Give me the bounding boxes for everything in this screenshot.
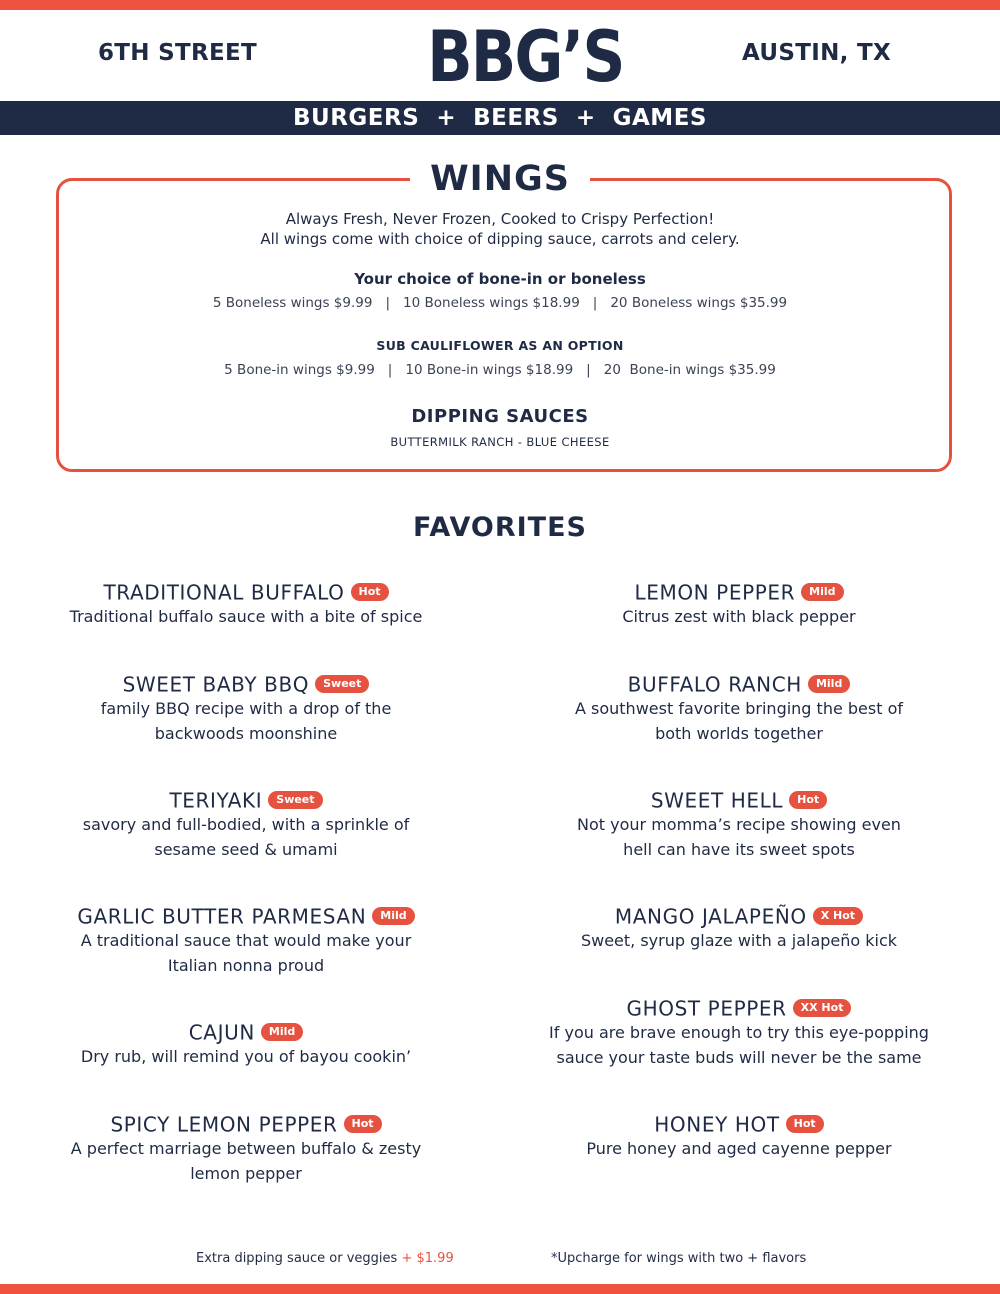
wings-title: WINGS — [430, 159, 570, 199]
bottom-accent-stripe — [0, 1284, 1000, 1294]
heat-badge: Sweet — [315, 675, 369, 693]
price-separator: | — [387, 362, 393, 378]
extra-sauce-price: + $1.99 — [401, 1251, 454, 1266]
flavor-name: TRADITIONAL BUFFALO — [103, 580, 345, 605]
heat-badge: Hot — [786, 1115, 824, 1133]
flavor-name: SPICY LEMON PEPPER — [110, 1112, 338, 1137]
heat-badge: Hot — [351, 583, 389, 601]
flavor-description: Dry rub, will remind you of bayou cookin’ — [80, 1047, 412, 1066]
flavor-description-cont: lemon pepper — [190, 1163, 302, 1183]
flavor-item — [16, 579, 476, 630]
flavor-name: BUFFALO RANCH — [627, 672, 802, 697]
heat-badge: Mild — [372, 907, 414, 925]
flavor-name: LEMON PEPPER — [634, 580, 796, 605]
bbgs-logo: BBG’S — [427, 16, 624, 98]
flavor-name: CAJUN — [188, 1020, 255, 1045]
flavor-item — [16, 671, 476, 746]
flavor-description: A traditional sauce that would make your — [80, 931, 412, 950]
tagline-band — [0, 101, 1000, 135]
flavor-item — [509, 1111, 969, 1162]
boneless-price-5: 5 Boneless wings $9.99 — [212, 295, 373, 311]
flavor-description: Citrus zest with black pepper — [622, 607, 856, 626]
extra-sauce-label: Extra dipping sauce or veggies — [196, 1251, 398, 1266]
heat-badge: XX Hot — [793, 999, 852, 1017]
heat-badge: Hot — [789, 791, 827, 809]
flavor-item — [509, 579, 969, 630]
boneless-price-20: 20 Boneless wings $35.99 — [610, 295, 788, 311]
flavor-name: SWEET HELL — [650, 788, 784, 813]
flavor-description: Pure honey and aged cayenne pepper — [586, 1139, 892, 1158]
price-separator: | — [586, 362, 591, 378]
flavor-description-cont: sesame seed & umami — [154, 839, 338, 859]
flavor-description: Traditional buffalo sauce with a bite of spice — [69, 607, 423, 626]
choice-heading: Your choice of bone-in or boneless — [354, 270, 646, 288]
flavor-description: Not your momma’s recipe showing even — [577, 815, 901, 834]
favorites-title: FAVORITES — [413, 512, 587, 543]
flavor-description: savory and full-bodied, with a sprinkle of — [82, 815, 410, 834]
wings-intro-line-2: All wings come with choice of dipping sauce, carrots and celery. — [260, 230, 740, 248]
flavor-item — [16, 1019, 476, 1070]
top-accent-stripe — [0, 0, 1000, 10]
flavor-description-cont: sauce your taste buds will never be the same — [556, 1047, 922, 1067]
flavor-name: MANGO JALAPEÑO — [614, 904, 807, 929]
flavor-item — [16, 787, 476, 862]
heat-badge: Sweet — [268, 791, 322, 809]
dipping-sauces-list: BUTTERMILK RANCH - BLUE CHEESE — [390, 435, 610, 449]
heat-badge: Mild — [801, 583, 843, 601]
heat-badge: Mild — [808, 675, 850, 693]
flavor-item — [16, 1111, 476, 1186]
flavor-description: Sweet, syrup glaze with a jalapeño kick — [580, 931, 898, 950]
flavor-name: HONEY HOT — [654, 1112, 780, 1137]
price-separator: | — [385, 295, 391, 311]
bone-in-price-20: 20 Bone-in wings $35.99 — [603, 362, 776, 378]
flavor-description: family BBQ recipe with a drop of the — [100, 699, 392, 718]
cauliflower-sub-heading: SUB CAULIFLOWER AS AN OPTION — [376, 338, 624, 353]
flavor-item — [509, 995, 969, 1070]
flavor-description-cont: backwoods moonshine — [154, 723, 338, 743]
location-street: 6TH STREET — [98, 40, 258, 66]
flavor-item — [509, 903, 969, 954]
flavor-name: SWEET BABY BBQ — [122, 672, 310, 697]
flavor-name: TERIYAKI — [169, 788, 263, 813]
heat-badge: X Hot — [813, 907, 863, 925]
flavor-description: A southwest favorite bringing the best of — [574, 699, 904, 718]
tagline: BURGERS + BEERS + GAMES — [293, 105, 707, 131]
flavor-item — [509, 671, 969, 746]
flavor-item — [16, 903, 476, 978]
wings-title-wrap — [410, 155, 590, 203]
flavor-description-cont: hell can have its sweet spots — [623, 839, 855, 859]
flavor-description: A perfect marriage between buffalo & zesty — [70, 1139, 422, 1158]
bone-in-price-5: 5 Bone-in wings $9.99 — [224, 362, 375, 378]
heat-badge: Mild — [261, 1023, 303, 1041]
wings-intro-line-1: Always Fresh, Never Frozen, Cooked to Crispy Perfection! — [285, 210, 715, 228]
flavor-item — [509, 787, 969, 862]
bone-in-price-10: 10 Bone-in wings $18.99 — [405, 362, 574, 378]
extra-sauce-note — [196, 1251, 454, 1266]
flavor-name: GHOST PEPPER — [626, 996, 787, 1021]
dipping-sauces-heading: DIPPING SAUCES — [411, 406, 589, 427]
boneless-price-10: 10 Boneless wings $18.99 — [403, 295, 580, 311]
bone-in-price-line — [0, 362, 1000, 378]
flavor-description-cont: Italian nonna proud — [167, 955, 325, 975]
upcharge-note: *Upcharge for wings with two + flavors — [551, 1251, 807, 1266]
flavor-description: If you are brave enough to try this eye-popping — [549, 1023, 929, 1042]
heat-badge: Hot — [344, 1115, 382, 1133]
flavor-description-cont: both worlds together — [655, 723, 823, 743]
price-separator: | — [592, 295, 598, 311]
location-city: AUSTIN, TX — [742, 40, 891, 66]
boneless-price-line — [0, 295, 1000, 311]
flavor-name: GARLIC BUTTER PARMESAN — [77, 904, 367, 929]
